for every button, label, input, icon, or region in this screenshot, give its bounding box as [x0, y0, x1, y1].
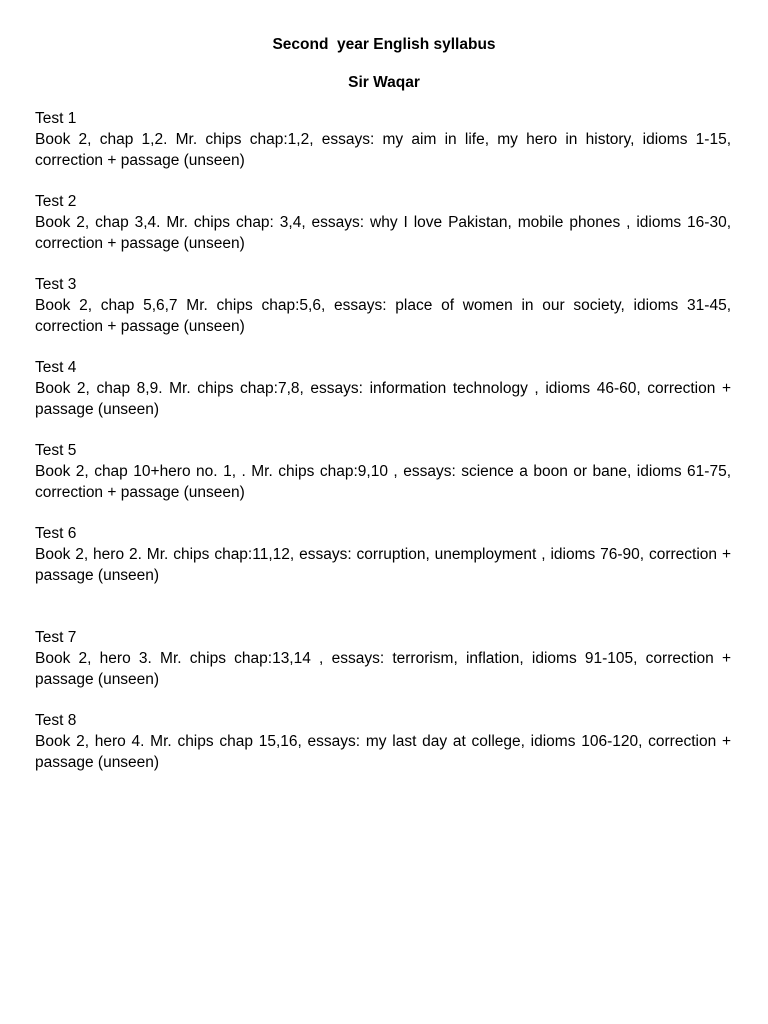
- test-section-3: [35, 275, 731, 337]
- test-section-2: [35, 192, 731, 254]
- test-syllabus: Book 2, hero 2. Mr. chips chap:11,12, essays: corruption, unemployment , idioms 76-90, correction + passage (unseen): [35, 545, 731, 584]
- test-heading: Test 8: [35, 712, 77, 729]
- test-heading: Test 4: [35, 359, 77, 376]
- test-section-7: [35, 628, 731, 690]
- test-syllabus: Book 2, chap 1,2. Mr. chips chap:1,2, essays: my aim in life, my hero in history, idioms 1-15, correction + passage (unseen): [35, 130, 731, 169]
- document-subtitle: Sir Waqar: [348, 74, 420, 91]
- test-syllabus: Book 2, hero 4. Mr. chips chap 15,16, essays: my last day at college, idioms 106-120, correction + passage (unseen): [35, 732, 731, 771]
- test-section-8: [35, 711, 731, 773]
- test-syllabus: Book 2, chap 8,9. Mr. chips chap:7,8, essays: information technology , idioms 46-60, correction + passage (unseen): [35, 379, 731, 418]
- test-heading: Test 3: [35, 276, 77, 293]
- test-heading: Test 2: [35, 193, 77, 210]
- test-syllabus: Book 2, hero 3. Mr. chips chap:13,14 , essays: terrorism, inflation, idioms 91-105, correction + passage (unseen): [35, 649, 731, 688]
- test-syllabus: Book 2, chap 10+hero no. 1, . Mr. chips chap:9,10 , essays: science a boon or bane, idioms 61-75, correction + passage (unseen): [35, 462, 731, 501]
- test-heading: Test 5: [35, 442, 77, 459]
- test-syllabus: Book 2, chap 3,4. Mr. chips chap: 3,4, essays: why I love Pakistan, mobile phones , idioms 16-30, correction + passage (unseen): [35, 213, 731, 252]
- test-section-4: [35, 358, 731, 420]
- test-heading: Test 6: [35, 525, 77, 542]
- document-title: Second year English syllabus: [272, 36, 496, 53]
- test-heading: Test 1: [35, 110, 77, 127]
- test-section-5: [35, 441, 731, 503]
- test-heading: Test 7: [35, 629, 77, 646]
- test-section-6: [35, 524, 731, 586]
- test-syllabus: Book 2, chap 5,6,7 Mr. chips chap:5,6, essays: place of women in our society, idioms 31-45, correction + passage (unseen): [35, 296, 731, 335]
- test-section-1: [35, 109, 731, 171]
